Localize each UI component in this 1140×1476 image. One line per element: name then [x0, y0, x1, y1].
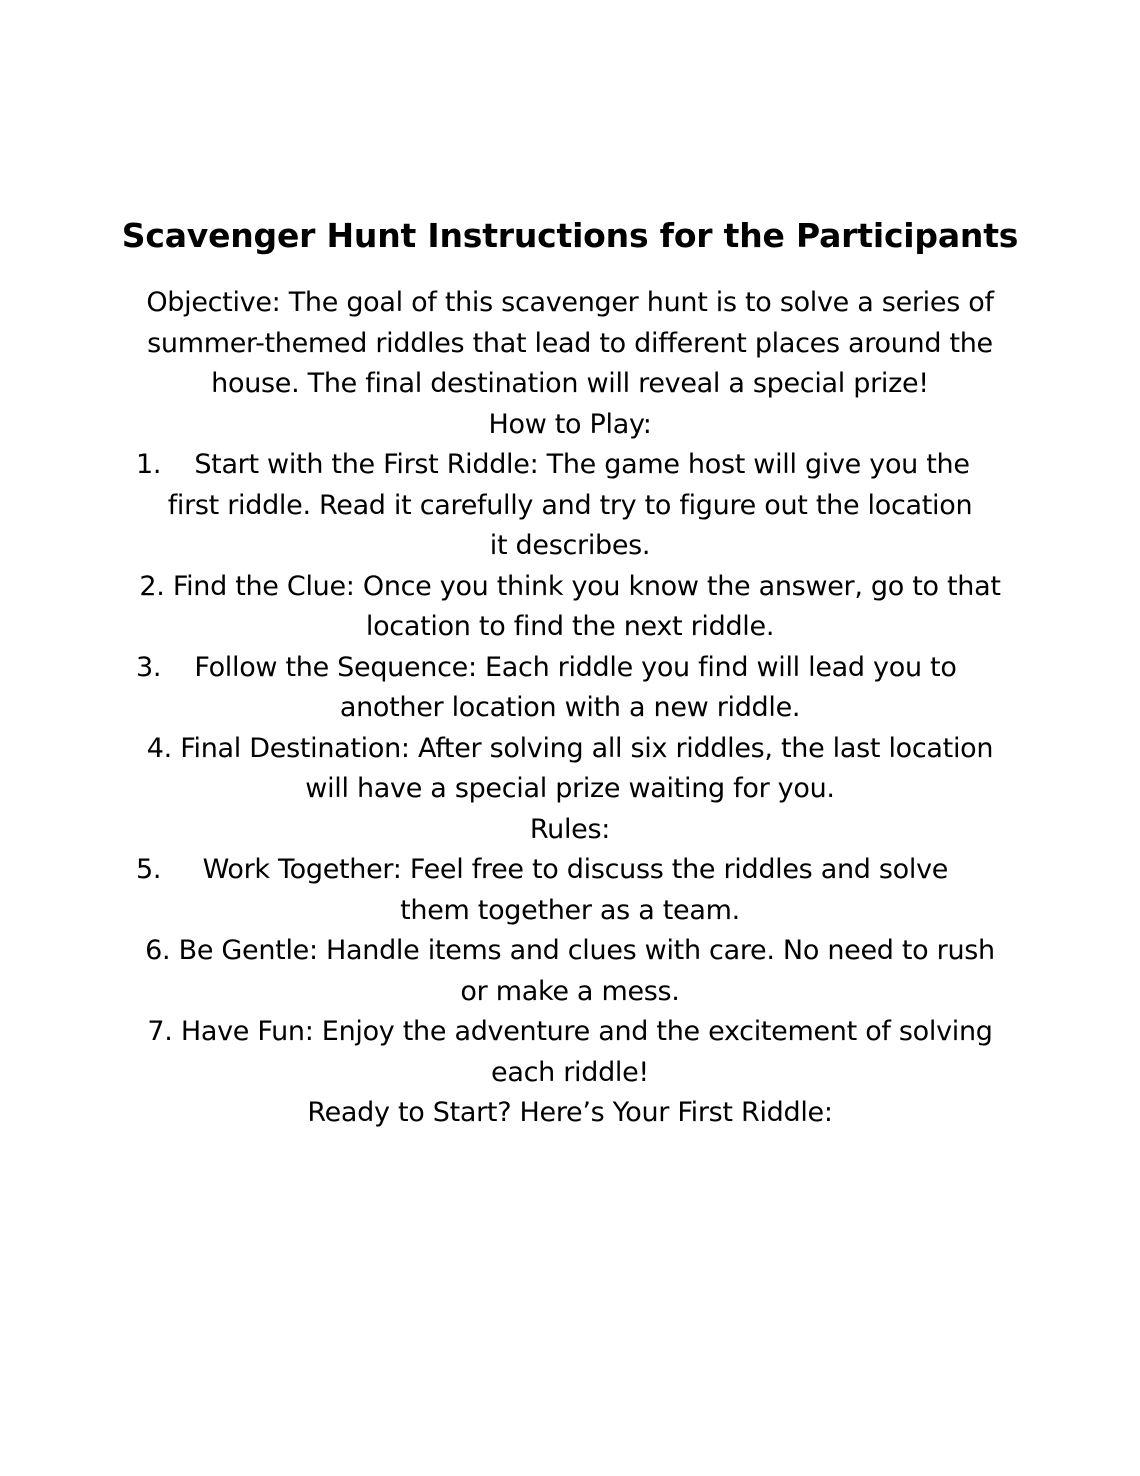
list-item-first-line: [110, 445, 1030, 486]
list-item-number: 7.: [147, 1016, 173, 1047]
list-item-text: first riddle. Read it carefully and try to figure out the location: [167, 489, 973, 521]
list-item-text: Have Fun: Enjoy the adventure and the excitement of solving: [180, 1016, 993, 1047]
list-item: [110, 1012, 1030, 1093]
list-item-spacer: [161, 854, 202, 885]
list-item-number: 6.: [145, 935, 171, 966]
list-item-first-line: [110, 1012, 1030, 1053]
list-item-first-line: [110, 648, 1030, 689]
list-item: [110, 567, 1030, 648]
list-item-text: Follow the Sequence: Each riddle you find will lead you to: [194, 651, 957, 683]
list-item-text: or make a mess.: [460, 975, 680, 1007]
list-item-number: 1.: [136, 449, 162, 480]
list-item-text: them together as a team.: [400, 894, 740, 926]
how-to-play-heading: How to Play:: [488, 408, 652, 440]
list-item-spacer: [161, 449, 194, 480]
list-item-first-line: [110, 931, 1030, 972]
list-item-text: each riddle!: [491, 1056, 649, 1088]
objective-line: Objective: The goal of this scavenger hunt is to solve a series of: [146, 287, 994, 318]
list-item-number: 3.: [136, 651, 162, 683]
document-body: [110, 283, 1030, 1134]
page-title: Scavenger Hunt Instructions for the Participants: [121, 216, 1019, 256]
objective-line: house. The final destination will reveal a special prize!: [211, 368, 929, 399]
list-item-text: location to find the next riddle.: [365, 611, 775, 642]
objective-paragraph: [110, 283, 1030, 405]
list-item-text: Be Gentle: Handle items and clues with care. No need to rush: [178, 935, 995, 966]
list-item-text: Work Together: Feel free to discuss the riddles and solve: [202, 854, 949, 885]
list-item-text: will have a special prize waiting for you.: [305, 773, 835, 804]
list-item-text: it describes.: [489, 530, 651, 561]
objective-line: summer-themed riddles that lead to different places around the: [147, 327, 993, 359]
list-item-spacer: [161, 652, 194, 683]
list-item-text: Find the Clue: Once you think you know the answer, go to that: [172, 570, 1001, 602]
list-item-number: 5.: [136, 854, 162, 885]
list-item: [110, 931, 1030, 1012]
list-item-first-line: [110, 567, 1030, 608]
list-item-number: 2.: [139, 570, 165, 602]
list-item: [110, 445, 1030, 567]
list-item-text: Final Destination: After solving all six riddles, the last location: [180, 732, 994, 764]
list-item: [110, 850, 1030, 931]
list-item: [110, 729, 1030, 810]
list-item-first-line: [110, 729, 1030, 770]
list-item-first-line: [110, 850, 1030, 891]
rules-heading: Rules:: [529, 813, 611, 845]
closing-line: Ready to Start? Here’s Your First Riddle:: [307, 1097, 833, 1128]
list-item-text: another location with a new riddle.: [339, 692, 801, 723]
list-item: [110, 648, 1030, 729]
list-item-text: Start with the First Riddle: The game host will give you the: [194, 449, 970, 480]
list-item-number: 4.: [146, 732, 172, 764]
